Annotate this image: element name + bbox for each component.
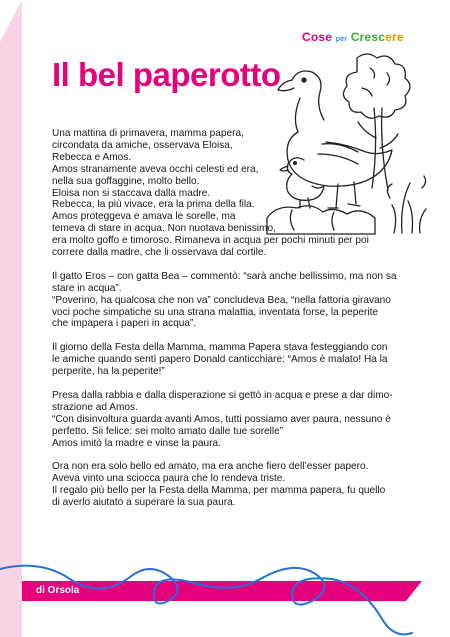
author-credit: di Orsola (36, 585, 80, 596)
logo-word-per: per (335, 36, 348, 43)
page-title: Il bel paperotto (52, 56, 281, 93)
logo-word-ere: ere (385, 30, 404, 44)
story-paragraph-5: Ora non era solo bello ed amato, ma era anche fiero dell’esser papero. Aveva vinto una sciocca paura che lo rendeva triste. Il regalo più bello per la Festa della Mamma, per mamma papera, fu quello di averlo aiutato a superare la sua paura. (52, 461, 386, 509)
story-paragraph-1: Una mattina di primavera, mamma papera, circondata da amiche, osservava Eloisa, Rebecca e Amos. Amos stranamente aveva occhi celesti ed era, nella sua goffaggine, molto bello. Eloisa non si staccava dalla madre. Rebecca, la più vivace, era la prima della fila. Amos proteggeva e amava le sorelle, ma temeva di stare in acqua. Non nuotava benissimo, era molto goffo e timoroso. Rimaneva in acqua per pochi minuti per poi correre dalla madre, che li osservava dal cortile. (52, 128, 369, 259)
decorative-wave-line (0, 525, 450, 637)
story-paragraph-3: Il giorno della Festa della Mamma, mamma Papera stava festeggiando con le amiche quando sentì papero Donald canticchiare: “Amos è malato! Ha la perperite, ha la peperite!” (52, 342, 388, 378)
story-paragraph-4: Presa dalla rabbia e dalla disperazione si gettò in acqua e prese a dar dimo- strazione ad Amos. “Con disinvoltura guarda avanti Amos, tutti possiamo aver paura, nessuno è perfetto. Sii felice: sei molto amato dalle tue sorelle” Amos imitò la madre e vinse la paura. (52, 389, 393, 449)
brand-logo (302, 30, 404, 44)
logo-word-cresc: Cresc (350, 30, 386, 44)
logo-word-cose: Cose (302, 30, 333, 44)
story-body (52, 128, 422, 521)
story-paragraph-2: Il gatto Eros – con gatta Bea – commentò: “sarà anche bellissimo, ma non sa stare in acqua”. “Poverino, ha qualcosa che non va” concludeva Bea, “nella fattoria giravano voci poche simpatiche su una strana malattia, inventata forse, la peperite che impapera i paperi in acqua”. (52, 270, 397, 330)
left-band-corner (0, 0, 22, 42)
